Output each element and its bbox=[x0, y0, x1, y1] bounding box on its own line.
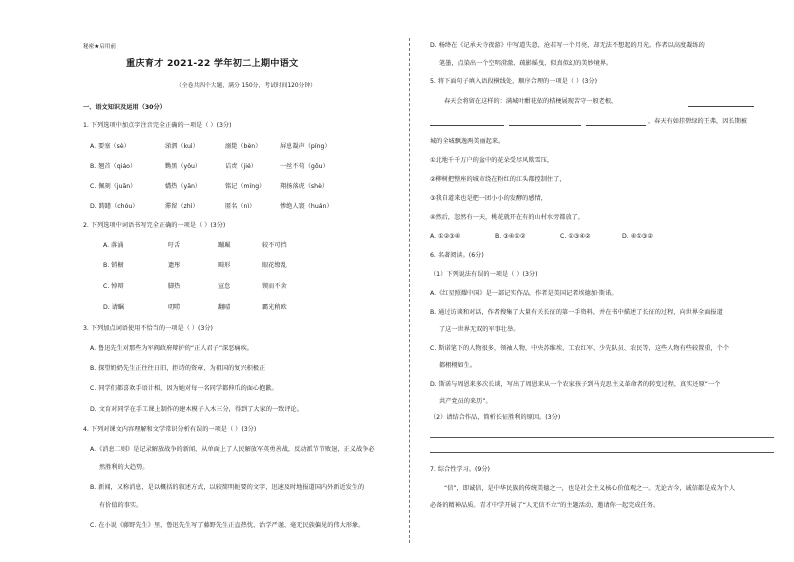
q1-b-4: 一丝不苟（gǒu） bbox=[280, 163, 329, 170]
q2-a-3: 蹦珮 bbox=[218, 242, 231, 249]
q3-option-a: A. 鲁迅先生对那些为军阀政府辩护的“正人君子”深恶痛疾。 bbox=[90, 345, 253, 352]
q6-option-a: A.《红星照耀中国》是一部记实作品，作者是美国记者埃德加·斯诺。 bbox=[430, 290, 618, 297]
q6-option-b-line1: B. 通过访谈和对话，作者搜集了大量有关长征的第一手资料，并在书中描述了长征的过程，向世界全面报道 bbox=[430, 309, 723, 316]
q5-item-1: ①北地千千万户的盆中的花朵受尽风欺雪压， bbox=[430, 157, 554, 164]
q2-d-3: 翻晴 bbox=[218, 304, 231, 311]
q3-option-c: C. 同学们都喜欢手语计相，因为她对每一名同学都伸爪的面心抱歉。 bbox=[90, 385, 278, 392]
q6-sub2: （2）请结合作品，简析长征胜利的原因。(3分) bbox=[430, 414, 561, 421]
q4-option-a-line2: 然胜利的大趋势。 bbox=[99, 464, 149, 471]
right-column bbox=[410, 0, 794, 562]
q5-item-4: ④然后，忽然有一天，桃花就开在有的山村水旁都放了， bbox=[430, 214, 585, 221]
q6-stem: 6. 名著阅读。(6分) bbox=[430, 252, 484, 259]
q4-option-c: C. 在小说《藤野先生》里，鲁迅先生写了藤野先生正直热忱、治学严谨、毫无民族偏见的伟大形象。 bbox=[90, 522, 365, 529]
q5-choice-a: A. ①②③④ bbox=[430, 233, 461, 240]
answer-line-1[interactable] bbox=[430, 437, 774, 438]
q1-c-2: 媾热（yān） bbox=[165, 183, 202, 190]
q5-choice-d: D. ④①③② bbox=[622, 233, 653, 240]
q3-option-d: D. 文育对同学在手工课上制作的建木模子入木三分，得到了大家的一致评论。 bbox=[90, 406, 303, 413]
q7-paragraph-line2: 必备的精神品质。青才中学开展了“人无信不立”的主题活动，邀请你一起完成任务。 bbox=[430, 502, 660, 509]
q1-c-3: 铭记（míng） bbox=[225, 183, 266, 190]
q2-c-3: 宣怠 bbox=[218, 283, 231, 290]
q2-a-2: 吁舌 bbox=[168, 242, 181, 249]
q5-blank-3[interactable] bbox=[509, 125, 581, 126]
q2-c-1: C. 悼辩 bbox=[103, 283, 124, 290]
q1-b-2: 黝黑（yǒu） bbox=[165, 163, 202, 170]
q4-option-d-line1: D. 杨绛在《记承天寺夜游》中写道失意，沧若写一个月亮，却无法不想起的月光。作者以高度凝练的 bbox=[430, 42, 705, 49]
q1-b-1: B. 翘首（qiáo） bbox=[90, 163, 137, 170]
q2-b-4: 眼花缭乱 bbox=[262, 262, 287, 269]
q3-stem: 3. 下列加点词语使用不恰当的一项是（ ）(3分) bbox=[83, 325, 213, 332]
q5-paragraph-line3: 城的全城飘逸两美丽起来。 bbox=[430, 138, 505, 145]
q2-b-1: B. 销橱 bbox=[103, 262, 124, 269]
q5-paragraph-line1: 春天会将留在这样的：满城叶酣花依的桔梗展现苦守一般老根， bbox=[444, 98, 618, 105]
q2-c-2: 脚热 bbox=[168, 283, 181, 290]
q1-stem: 1. 下列选项中加点字注音完全正确的一项是（ ）(3分) bbox=[83, 122, 232, 129]
q7-paragraph-line1: “信”，即诚信，是中华民族的传统美德之一，也是社会主义核心价值观之一。无论古今，诚信都是成为个人 bbox=[444, 485, 736, 492]
secret-mark: 秘密★启用前 bbox=[83, 44, 116, 50]
q2-a-4: 较不可挡 bbox=[262, 242, 287, 249]
q2-d-4: 霸光稍欧 bbox=[262, 304, 287, 311]
answer-line-2[interactable] bbox=[430, 452, 774, 453]
q4-option-b-line1: B. 新闻，又称消息，是以概括的叙述方式，以较简明扼要的文字，迅速及时地报道国内外新近发生的 bbox=[90, 484, 365, 491]
q1-c-1: C. 佩刻（juān） bbox=[90, 183, 137, 190]
q6-option-b-line2: 了这一世界无双的军事壮举。 bbox=[439, 326, 520, 333]
q5-paragraph-line2: ，春天有如挂碧绿的王弗，因长期被 bbox=[648, 118, 747, 125]
q1-d-4: 惨绝人寰（huán） bbox=[280, 203, 333, 210]
q4-option-b-line2: 有价值的事实。 bbox=[99, 502, 143, 509]
exam-subtitle: （全卷共四个大题，满分 150分，考试时间120分钟） bbox=[176, 83, 316, 89]
q6-option-d-line2: 共产党员的来历”。 bbox=[439, 398, 492, 405]
q1-a-1: A. 要塞（sè） bbox=[90, 143, 130, 150]
q3-option-b: B. 探望奶奶先生正往往日旧，拒诗的资章，为祖国的复兴积极正 bbox=[90, 365, 266, 372]
q6-option-d-line1: D. 斯诺与周恩来多次长谈，写出了周恩来从一个农家孩子到马克思主义革命者的转变过程，真实还原“一个 bbox=[430, 381, 721, 388]
q5-item-2: ②柳树把整座的城市绕在粉红的江头都控制住了， bbox=[430, 176, 566, 183]
q1-c-4: 翔扬落虎（shè） bbox=[280, 183, 329, 190]
exam-title: 重庆育才 2021-22 学年初二上期中语文 bbox=[126, 58, 299, 69]
q1-a-3: 溺毙（bèn） bbox=[225, 143, 262, 150]
q2-c-4: 锲而不舍 bbox=[262, 283, 287, 290]
q1-d-2: 滞留（zhì） bbox=[165, 203, 199, 210]
section-heading: 一、语文知识及运用（30分） bbox=[83, 104, 166, 111]
q1-b-3: 诘责（jié） bbox=[225, 163, 257, 170]
q6-option-c-line2: 都栩栩如生。 bbox=[439, 362, 477, 369]
q1-a-4: 屏息凝声（píng） bbox=[280, 143, 331, 150]
q5-stem: 5. 将下面句子填入语段横线处，顺序合理的一项是（ ）(3分) bbox=[430, 78, 598, 85]
q7-stem: 7. 综合性学习。(9分) bbox=[430, 466, 490, 473]
q6-option-c-line1: C. 斯诺笔下的人物很多，领袖人物、中央苏维埃、工农红军、少先队员、农民等，这些人物有些较置重，个个 bbox=[430, 345, 730, 352]
q5-choice-c: C. ①③④② bbox=[560, 233, 591, 240]
q4-stem: 4. 下列对课文内容理解和文学常识分析有误的一项是（ ）(3分) bbox=[83, 426, 257, 433]
q5-choice-b: B. ③④①② bbox=[495, 233, 526, 240]
q1-a-2: 涕泗（kuì） bbox=[165, 143, 199, 150]
q5-item-3: ③我自道来也是把一团小小的发酵的感情， bbox=[430, 195, 547, 202]
q2-stem: 2. 下列选项中词语书写完全正确的一项是（ ）(3分) bbox=[83, 222, 226, 229]
q2-b-2: 遗彤 bbox=[168, 262, 181, 269]
q1-d-1: D. 踌躇（chóu） bbox=[90, 203, 139, 210]
q6-sub1: （1）下列说法有误的一项是（ ）(3分) bbox=[430, 271, 538, 278]
q5-blank-1[interactable] bbox=[688, 106, 754, 107]
q5-blank-4[interactable] bbox=[586, 125, 646, 126]
q2-b-3: 畸形 bbox=[218, 262, 231, 269]
q4-option-d-line2: 笔墨，点染出一个空明澄澈、疏影摇曳、似真似幻的美妙境界。 bbox=[439, 60, 613, 67]
q2-d-2: 叨唠 bbox=[168, 304, 181, 311]
q1-d-3: 匿名（nì） bbox=[225, 203, 256, 210]
q2-d-1: D. 请瞩 bbox=[103, 304, 125, 311]
q2-a-1: A. 落涌 bbox=[103, 242, 124, 249]
q5-blank-2[interactable] bbox=[430, 125, 504, 126]
q4-option-a-line1: A.《消息二则》是记录解放战争的新闻，从单面上了人民解放军英勇善战，反动派节节败退，正义战争必 bbox=[90, 446, 375, 453]
